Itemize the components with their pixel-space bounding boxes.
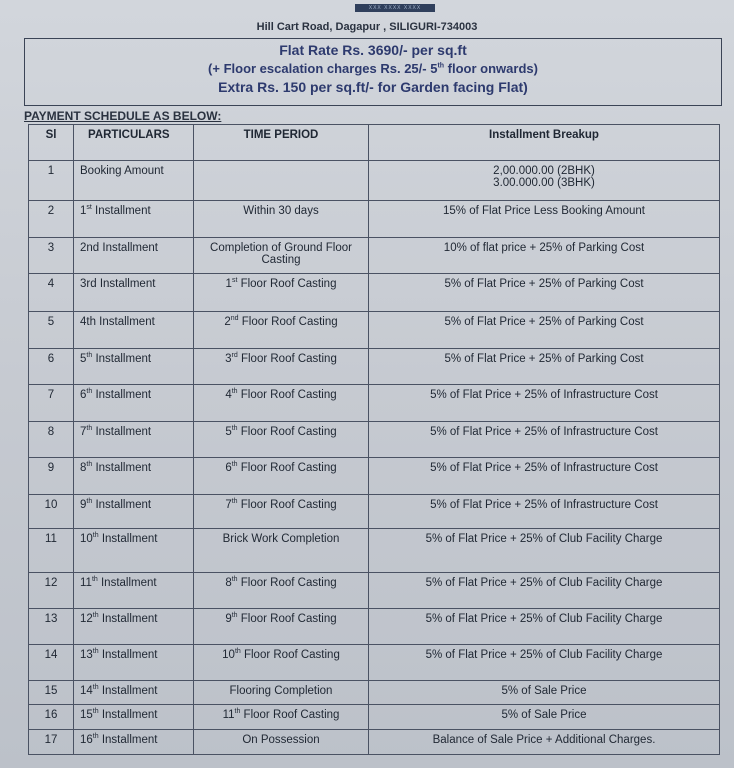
cell-time-period: Completion of Ground Floor Casting [194, 238, 369, 274]
table-row [29, 458, 720, 495]
cell-sl: 3 [29, 238, 74, 274]
cell-particulars: Booking Amount [74, 161, 194, 201]
cell-particulars: 1st Installment [74, 201, 194, 238]
payment-schedule-table [28, 124, 720, 755]
cell-particulars: 7th Installment [74, 422, 194, 458]
schedule-heading: PAYMENT SCHEDULE AS BELOW: [24, 109, 222, 123]
cell-installment-breakup: 5% of Flat Price + 25% of Club Facility Charge [369, 529, 720, 573]
table-header-row [29, 125, 720, 161]
cell-installment-breakup: 5% of Sale Price [369, 705, 720, 730]
cell-time-period: 3rd Floor Roof Casting [194, 349, 369, 385]
cell-particulars: 10th Installment [74, 529, 194, 573]
table-row [29, 681, 720, 705]
cell-particulars: 6th Installment [74, 385, 194, 422]
flat-rate-line: Flat Rate Rs. 3690/- per sq.ft [279, 42, 467, 58]
cell-sl: 2 [29, 201, 74, 238]
table-row [29, 573, 720, 609]
table-row [29, 274, 720, 312]
cell-time-period: 7th Floor Roof Casting [194, 495, 369, 529]
cell-installment-breakup: 5% of Flat Price + 25% of Club Facility Charge [369, 609, 720, 645]
floor-escalation-line: (+ Floor escalation charges Rs. 25/- 5th floor onwards) [208, 61, 538, 76]
cell-time-period: Within 30 days [194, 201, 369, 238]
cell-sl: 17 [29, 730, 74, 755]
cell-sl: 10 [29, 495, 74, 529]
table-row [29, 495, 720, 529]
cell-particulars: 15th Installment [74, 705, 194, 730]
cell-time-period: On Possession [194, 730, 369, 755]
cell-installment-breakup: 10% of flat price + 25% of Parking Cost [369, 238, 720, 274]
cell-particulars: 16th Installment [74, 730, 194, 755]
cell-time-period: 10th Floor Roof Casting [194, 645, 369, 681]
cell-particulars: 11th Installment [74, 573, 194, 609]
garden-facing-line: Extra Rs. 150 per sq.ft/- for Garden facing Flat) [218, 79, 528, 95]
cell-particulars: 2nd Installment [74, 238, 194, 274]
cell-installment-breakup: 5% of Flat Price + 25% of Club Facility Charge [369, 573, 720, 609]
header-sl: Sl [29, 125, 74, 161]
table-row [29, 385, 720, 422]
cell-installment-breakup: 5% of Sale Price [369, 681, 720, 705]
cell-sl: 4 [29, 274, 74, 312]
cell-sl: 7 [29, 385, 74, 422]
cell-time-period [194, 161, 369, 201]
table-row [29, 705, 720, 730]
cell-installment-breakup: Balance of Sale Price + Additional Charges. [369, 730, 720, 755]
cell-time-period: 11th Floor Roof Casting [194, 705, 369, 730]
cell-particulars: 4th Installment [74, 312, 194, 349]
cell-time-period: Flooring Completion [194, 681, 369, 705]
cell-time-period: 9th Floor Roof Casting [194, 609, 369, 645]
cell-sl: 9 [29, 458, 74, 495]
table-row [29, 161, 720, 201]
cell-sl: 6 [29, 349, 74, 385]
cell-installment-breakup: 5% of Flat Price + 25% of Club Facility Charge [369, 645, 720, 681]
address: Hill Cart Road, Dagapur , SILIGURI-734003 [256, 21, 478, 33]
cell-sl: 11 [29, 529, 74, 573]
cell-installment-breakup: 5% of Flat Price + 25% of Parking Cost [369, 312, 720, 349]
cell-time-period: 2nd Floor Roof Casting [194, 312, 369, 349]
cell-sl: 15 [29, 681, 74, 705]
cell-sl: 5 [29, 312, 74, 349]
table-row [29, 645, 720, 681]
header-time-period: TIME PERIOD [194, 125, 369, 161]
cell-sl: 12 [29, 573, 74, 609]
cell-particulars: 8th Installment [74, 458, 194, 495]
table-row [29, 529, 720, 573]
cell-particulars: 3rd Installment [74, 274, 194, 312]
cell-particulars: 14th Installment [74, 681, 194, 705]
cell-time-period: 5th Floor Roof Casting [194, 422, 369, 458]
table-row [29, 730, 720, 755]
cell-particulars: 13th Installment [74, 645, 194, 681]
cell-time-period: 8th Floor Roof Casting [194, 573, 369, 609]
rate-box [24, 38, 722, 106]
table-row [29, 312, 720, 349]
cell-installment-breakup: 2,00.000.00 (2BHK) 3.00.000.00 (3BHK) [369, 161, 720, 201]
cell-sl: 16 [29, 705, 74, 730]
table-row [29, 201, 720, 238]
cell-sl: 13 [29, 609, 74, 645]
cell-installment-breakup: 5% of Flat Price + 25% of Infrastructure Cost [369, 385, 720, 422]
table-row [29, 422, 720, 458]
cell-sl: 14 [29, 645, 74, 681]
cell-installment-breakup: 5% of Flat Price + 25% of Parking Cost [369, 274, 720, 312]
cell-time-period: 4th Floor Roof Casting [194, 385, 369, 422]
cell-installment-breakup: 5% of Flat Price + 25% of Parking Cost [369, 349, 720, 385]
cell-particulars: 9th Installment [74, 495, 194, 529]
cell-sl: 8 [29, 422, 74, 458]
cell-particulars: 12th Installment [74, 609, 194, 645]
cell-sl: 1 [29, 161, 74, 201]
cell-installment-breakup: 15% of Flat Price Less Booking Amount [369, 201, 720, 238]
logo-strip: XXX XXXX XXXX [355, 4, 435, 12]
cell-time-period: 6th Floor Roof Casting [194, 458, 369, 495]
table-row [29, 349, 720, 385]
cell-installment-breakup: 5% of Flat Price + 25% of Infrastructure Cost [369, 458, 720, 495]
cell-installment-breakup: 5% of Flat Price + 25% of Infrastructure Cost [369, 422, 720, 458]
cell-time-period: 1st Floor Roof Casting [194, 274, 369, 312]
cell-particulars: 5th Installment [74, 349, 194, 385]
table-row [29, 238, 720, 274]
table-row [29, 609, 720, 645]
header-installment-breakup: Installment Breakup [369, 125, 720, 161]
cell-time-period: Brick Work Completion [194, 529, 369, 573]
header-particulars: PARTICULARS [74, 125, 194, 161]
cell-installment-breakup: 5% of Flat Price + 25% of Infrastructure Cost [369, 495, 720, 529]
